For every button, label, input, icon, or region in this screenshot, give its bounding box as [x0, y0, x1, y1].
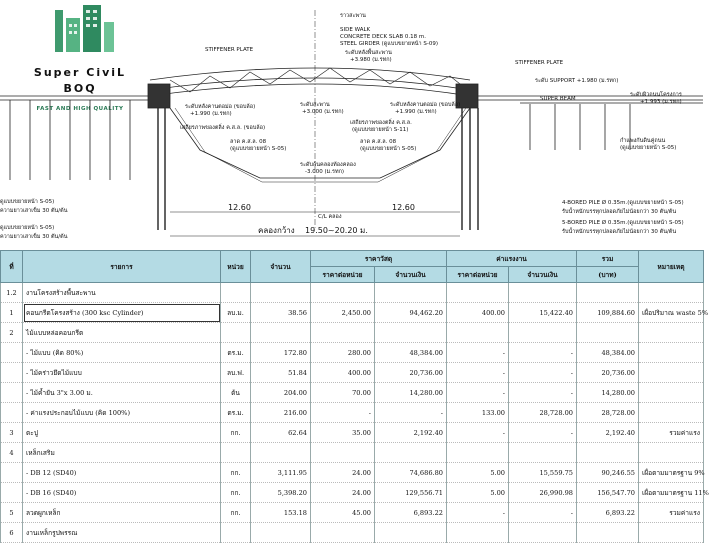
cell-unit[interactable]: ลบ.ม. [221, 303, 251, 323]
label-canal-bottom-value: -3.000 (ม.รทก) [305, 169, 345, 175]
table-row[interactable] [1, 323, 704, 343]
cell-material-unit-price[interactable]: 35.00 [311, 423, 375, 443]
cell-unit[interactable] [221, 283, 251, 303]
label-pile-left-3: ดูแบบขยายหน้า S-05) [0, 225, 55, 231]
cell-no[interactable]: 6 [1, 523, 23, 543]
cell-material-amount[interactable]: - [375, 403, 447, 423]
label-pile-right-1: 4-BORED PILE Ø 0.35m.(ดูแบบขยายหน้า S-05) [562, 200, 684, 206]
header-qty: จำนวน [251, 251, 311, 283]
label-road-level-value: +1.993 (ม.รทก) [640, 99, 682, 105]
cell-total[interactable]: 156,547.70 [577, 483, 639, 503]
cell-qty[interactable]: 5,398.20 [251, 483, 311, 503]
cell-item[interactable]: - ค่าแรงประกอบไม้แบบ (คิด 100%) [23, 403, 221, 423]
cell-labor-unit-price[interactable]: - [447, 383, 509, 403]
cell-labor-unit-price[interactable]: - [447, 423, 509, 443]
cell-remark[interactable]: เผื่อปริมาณ waste 5% [639, 303, 704, 323]
header-no: ที่ [1, 251, 23, 283]
label-slope-right: เสถียรภาพของตลิ่ง ค.ส.ล. [350, 120, 412, 126]
cell-unit[interactable]: ตร.ม. [221, 403, 251, 423]
cell-material-amount[interactable]: 6,893.22 [375, 503, 447, 523]
cell-labor-amount[interactable] [509, 283, 577, 303]
header-material-unit-price: ราคาต่อหน่วย [311, 267, 375, 283]
cell-labor-unit-price[interactable]: 5.00 [447, 463, 509, 483]
logo-tagline: FAST AND HIGH QUALITY [36, 106, 124, 112]
cell-labor-unit-price[interactable] [447, 523, 509, 543]
cell-no[interactable]: 3 [1, 423, 23, 443]
header-labor: ค่าแรงงาน [447, 251, 577, 267]
cell-labor-unit-price[interactable]: 133.00 [447, 403, 509, 423]
cell-labor-amount[interactable]: 28,728.00 [509, 403, 577, 423]
cell-qty[interactable] [251, 523, 311, 543]
label-concrete-deck: CONCRETE DECK SLAB 0.18 m. [340, 34, 426, 40]
cell-material-unit-price[interactable]: 2,450.00 [311, 303, 375, 323]
cell-material-unit-price[interactable] [311, 523, 375, 543]
table-row[interactable] [1, 463, 704, 483]
logo-title-line2: BOQ [63, 82, 97, 95]
label-right-note-2: (ดูแบบขยายหน้า S-05) [620, 145, 677, 151]
label-embank-right: ลาด ค.ส.ล. 08 [360, 139, 397, 145]
cell-remark[interactable] [639, 283, 704, 303]
cell-no[interactable]: 2 [1, 323, 23, 343]
table-row[interactable] [1, 443, 704, 463]
cell-item[interactable]: - ไม้ค้ำยัน 3"x 3.00 ม. [23, 383, 221, 403]
cell-item[interactable]: งานเหล็กรูปพรรณ [23, 523, 221, 543]
cell-labor-unit-price[interactable]: - [447, 363, 509, 383]
cell-no[interactable] [1, 343, 23, 363]
dim-left: 12.60 [228, 203, 251, 212]
cell-unit[interactable]: ต้น [221, 383, 251, 403]
cell-material-unit-price[interactable] [311, 323, 375, 343]
cell-material-unit-price[interactable]: 24.00 [311, 483, 375, 503]
cell-material-amount[interactable] [375, 323, 447, 343]
cell-item[interactable]: งานโครงสร้างพื้นสะพาน [23, 283, 221, 303]
cell-remark[interactable]: รวมค่าแรง [639, 503, 704, 523]
label-top-rail: ราวสะพาน [340, 13, 366, 19]
cell-unit[interactable]: กก. [221, 423, 251, 443]
label-center-level-value: +3.000 (ม.รทก) [302, 109, 344, 115]
cell-unit[interactable] [221, 443, 251, 463]
label-slope-left: เสถียรภาพของตลิ่ง ค.ส.ล. (ขอบล้อ) [180, 125, 266, 131]
cell-material-amount[interactable] [375, 523, 447, 543]
cell-no[interactable] [1, 363, 23, 383]
cell-labor-amount[interactable] [509, 443, 577, 463]
cell-remark[interactable] [639, 343, 704, 363]
cell-labor-unit-price[interactable] [447, 323, 509, 343]
table-row[interactable] [1, 343, 704, 363]
cell-material-unit-price[interactable]: 280.00 [311, 343, 375, 363]
cell-qty[interactable] [251, 443, 311, 463]
cell-remark[interactable] [639, 363, 704, 383]
cell-unit[interactable] [221, 523, 251, 543]
cell-material-amount[interactable]: 74,686.80 [375, 463, 447, 483]
cell-material-unit-price[interactable]: 400.00 [311, 363, 375, 383]
cell-qty[interactable] [251, 283, 311, 303]
bridge-elevation-drawing [0, 0, 703, 250]
label-span: คลองกว้าง [258, 226, 295, 235]
cell-unit[interactable]: ลบ.ฟ. [221, 363, 251, 383]
cell-total[interactable]: 6,893.22 [577, 503, 639, 523]
cell-item[interactable]: ลวดผูกเหล็ก [23, 503, 221, 523]
cell-total[interactable] [577, 283, 639, 303]
cell-no[interactable]: 1.2 [1, 283, 23, 303]
label-support-level: ระดับ SUPPORT +1.980 (ม.รทก) [535, 78, 619, 84]
cell-qty[interactable]: 3,111.95 [251, 463, 311, 483]
cell-qty[interactable]: 51.84 [251, 363, 311, 383]
cell-total[interactable]: 109,884.60 [577, 303, 639, 323]
label-pile-left-2: ความยาวเสาเข็ม 30 ตัน/ต้น [0, 208, 68, 214]
table-row[interactable] [1, 483, 704, 503]
table-row[interactable] [1, 303, 704, 323]
cell-material-amount[interactable] [375, 283, 447, 303]
label-deck-top-value: +3.980 (ม.รทก) [350, 57, 392, 63]
cell-labor-amount[interactable]: - [509, 383, 577, 403]
label-pile-left-1: ดูแบบขยายหน้า S-05) [0, 199, 55, 205]
cell-remark[interactable] [639, 523, 704, 543]
header-unit: หน่วย [221, 251, 251, 283]
label-stiffener-left: STIFFENER PLATE [205, 47, 254, 53]
cell-item[interactable]: - DB 12 (SD40) [23, 463, 221, 483]
cell-remark[interactable] [639, 403, 704, 423]
label-abutment-right-value: +1.990 (ม.รทก) [395, 109, 437, 115]
cell-material-amount[interactable]: 48,384.00 [375, 343, 447, 363]
cell-labor-amount[interactable]: - [509, 423, 577, 443]
cell-qty[interactable]: 153.18 [251, 503, 311, 523]
label-side-walk: SIDE WALK [340, 27, 371, 33]
cell-labor-unit-price[interactable]: - [447, 503, 509, 523]
logo-title-line1: Super CiviL [33, 66, 127, 79]
label-embank-right-ref: (ดูแบบขยายหน้า S-05) [360, 146, 417, 152]
header-remark: หมายเหตุ [639, 251, 704, 283]
cell-material-unit-price[interactable] [311, 443, 375, 463]
cell-item[interactable]: เหล็กเสริม [23, 443, 221, 463]
label-pile-left-4: ความยาวเสาเข็ม 30 ตัน/ต้น [0, 234, 68, 240]
cell-labor-unit-price[interactable]: 5.00 [447, 483, 509, 503]
cell-total[interactable] [577, 443, 639, 463]
cell-material-unit-price[interactable]: - [311, 403, 375, 423]
cell-item[interactable]: - DB 16 (SD40) [23, 483, 221, 503]
cell-labor-amount[interactable]: - [509, 363, 577, 383]
label-pile-right-4: รับน้ำหนักบรรทุกปลอดภัยไม่น้อยกว่า 30 ตัน/ต้น [562, 229, 677, 235]
cell-labor-amount[interactable]: 15,422.40 [509, 303, 577, 323]
label-pile-right-2: รับน้ำหนักบรรทุกปลอดภัยไม่น้อยกว่า 30 ตัน/ต้น [562, 209, 677, 215]
cell-unit[interactable]: ตร.ม. [221, 343, 251, 363]
header-labor-amount: จำนวนเงิน [509, 267, 577, 283]
cell-labor-amount[interactable]: 26,990.98 [509, 483, 577, 503]
label-span-value: 19.50~20.20 ม. [305, 226, 368, 235]
cell-no[interactable] [1, 483, 23, 503]
cell-unit[interactable]: กก. [221, 463, 251, 483]
boq-table-container [0, 250, 709, 537]
label-steel-girder: STEEL GIRDER (ดูแบบขยายหน้า S-09) [340, 41, 438, 47]
table-row[interactable] [1, 523, 704, 543]
table-row[interactable] [1, 383, 704, 403]
label-deck-top-level: ระดับหลังพื้นสะพาน [345, 50, 392, 56]
cell-total[interactable]: 48,384.00 [577, 343, 639, 363]
cell-material-amount[interactable] [375, 443, 447, 463]
label-pile-right-3: 5-BORED PILE Ø 0.35m.(ดูแบบขยายหน้า S-05) [562, 220, 684, 226]
cell-remark[interactable] [639, 383, 704, 403]
cell-material-amount[interactable]: 20,736.00 [375, 363, 447, 383]
cell-remark[interactable]: เผื่อตามมาตรฐาน 11% [639, 483, 704, 503]
cell-unit[interactable]: กก. [221, 483, 251, 503]
cell-remark[interactable]: เผื่อตามมาตรฐาน 9% [639, 463, 704, 483]
cell-labor-amount[interactable] [509, 323, 577, 343]
cell-qty[interactable] [251, 323, 311, 343]
cell-no[interactable]: 5 [1, 503, 23, 523]
cell-total[interactable] [577, 323, 639, 343]
cell-qty[interactable]: 38.56 [251, 303, 311, 323]
table-row[interactable] [1, 363, 704, 383]
header-total: รวม [577, 251, 639, 267]
label-canal-bottom: ระดับก้นคลองท้องคลอง [300, 162, 356, 168]
cell-material-unit-price[interactable]: 70.00 [311, 383, 375, 403]
cell-total[interactable]: 28,728.00 [577, 403, 639, 423]
cell-item[interactable]: - ไม้แบบ (คิด 80%) [23, 343, 221, 363]
cell-total[interactable]: 2,192.40 [577, 423, 639, 443]
table-row[interactable] [1, 403, 704, 423]
cell-remark[interactable]: รวมค่าแรง [639, 423, 704, 443]
cell-material-unit-price[interactable] [311, 283, 375, 303]
cell-material-unit-price[interactable]: 45.00 [311, 503, 375, 523]
cell-total[interactable]: 20,736.00 [577, 363, 639, 383]
table-row[interactable] [1, 423, 704, 443]
cell-no[interactable] [1, 383, 23, 403]
label-road-level: ระดับผิวถนนโครงการ [630, 92, 682, 98]
cell-material-amount[interactable]: 2,192.40 [375, 423, 447, 443]
header-labor-unit-price: ราคาต่อหน่วย [447, 267, 509, 283]
cell-labor-amount[interactable] [509, 523, 577, 543]
table-row[interactable] [1, 283, 704, 303]
label-right-note-1: กำแพงกันดินคู่ถนน [620, 138, 666, 144]
header-item: รายการ [23, 251, 221, 283]
cell-qty[interactable]: 216.00 [251, 403, 311, 423]
table-row[interactable] [1, 503, 704, 523]
label-stiffener-right: STIFFENER PLATE [515, 60, 564, 66]
cell-item[interactable]: ตะปู [23, 423, 221, 443]
boq-table [0, 250, 709, 543]
header-material-amount: จำนวนเงิน [375, 267, 447, 283]
cell-no[interactable] [1, 463, 23, 483]
header-total-unit: (บาท) [577, 267, 639, 283]
label-embank-left: ลาด ค.ส.ล. 08 [230, 139, 267, 145]
cell-material-amount[interactable]: 94,462.20 [375, 303, 447, 323]
cell-total[interactable]: 14,280.00 [577, 383, 639, 403]
cell-labor-unit-price[interactable]: - [447, 343, 509, 363]
cell-labor-amount[interactable]: - [509, 503, 577, 523]
cell-material-amount[interactable]: 129,556.71 [375, 483, 447, 503]
label-super-beam: SUPER BEAM [540, 96, 576, 102]
cell-qty[interactable]: 62.64 [251, 423, 311, 443]
cell-remark[interactable] [639, 443, 704, 463]
cell-no[interactable]: 1 [1, 303, 23, 323]
cell-qty[interactable]: 204.00 [251, 383, 311, 403]
cell-item[interactable]: - ไม้คร่าวยึดไม้แบบ [23, 363, 221, 383]
cell-remark[interactable] [639, 323, 704, 343]
label-embank-left-ref: (ดูแบบขยายหน้า S-05) [230, 146, 287, 152]
cell-no[interactable] [1, 403, 23, 423]
cell-item[interactable]: คอนกรีตโครงสร้าง (300 ksc Cylinder) [23, 303, 221, 323]
label-centerline: C/L คลอง [318, 214, 342, 220]
cell-unit[interactable]: กก. [221, 503, 251, 523]
label-abutment-right-level: ระดับหลังคานตอม่อ (ขอบล้อ) [390, 102, 461, 108]
label-abutment-left-level: ระดับหลังคานตอม่อ (ขอบล้อ) [185, 104, 256, 110]
label-slope-right-ref: (ดูแบบขยายหน้า S-11) [352, 127, 409, 133]
cell-labor-amount[interactable]: 15,559.75 [509, 463, 577, 483]
cell-total[interactable]: 90,246.55 [577, 463, 639, 483]
cell-unit[interactable] [221, 323, 251, 343]
cell-no[interactable]: 4 [1, 443, 23, 463]
drawing-labels [0, 12, 684, 240]
cell-total[interactable] [577, 523, 639, 543]
cell-qty[interactable]: 172.80 [251, 343, 311, 363]
cell-labor-unit-price[interactable] [447, 443, 509, 463]
cell-item[interactable]: ไม้แบบหล่อคอนกรีต [23, 323, 221, 343]
label-center-level: ระดับสะพาน [300, 102, 330, 108]
dim-right: 12.60 [392, 203, 415, 212]
label-abutment-left-value: +1.990 (ม.รทก) [190, 111, 232, 117]
cell-material-amount[interactable]: 14,280.00 [375, 383, 447, 403]
cell-material-unit-price[interactable]: 24.00 [311, 463, 375, 483]
cell-labor-amount[interactable]: - [509, 343, 577, 363]
boq-table-body [1, 283, 709, 543]
header-material: ราคาวัสดุ [311, 251, 447, 267]
cell-labor-unit-price[interactable] [447, 283, 509, 303]
cell-labor-unit-price[interactable]: 400.00 [447, 303, 509, 323]
